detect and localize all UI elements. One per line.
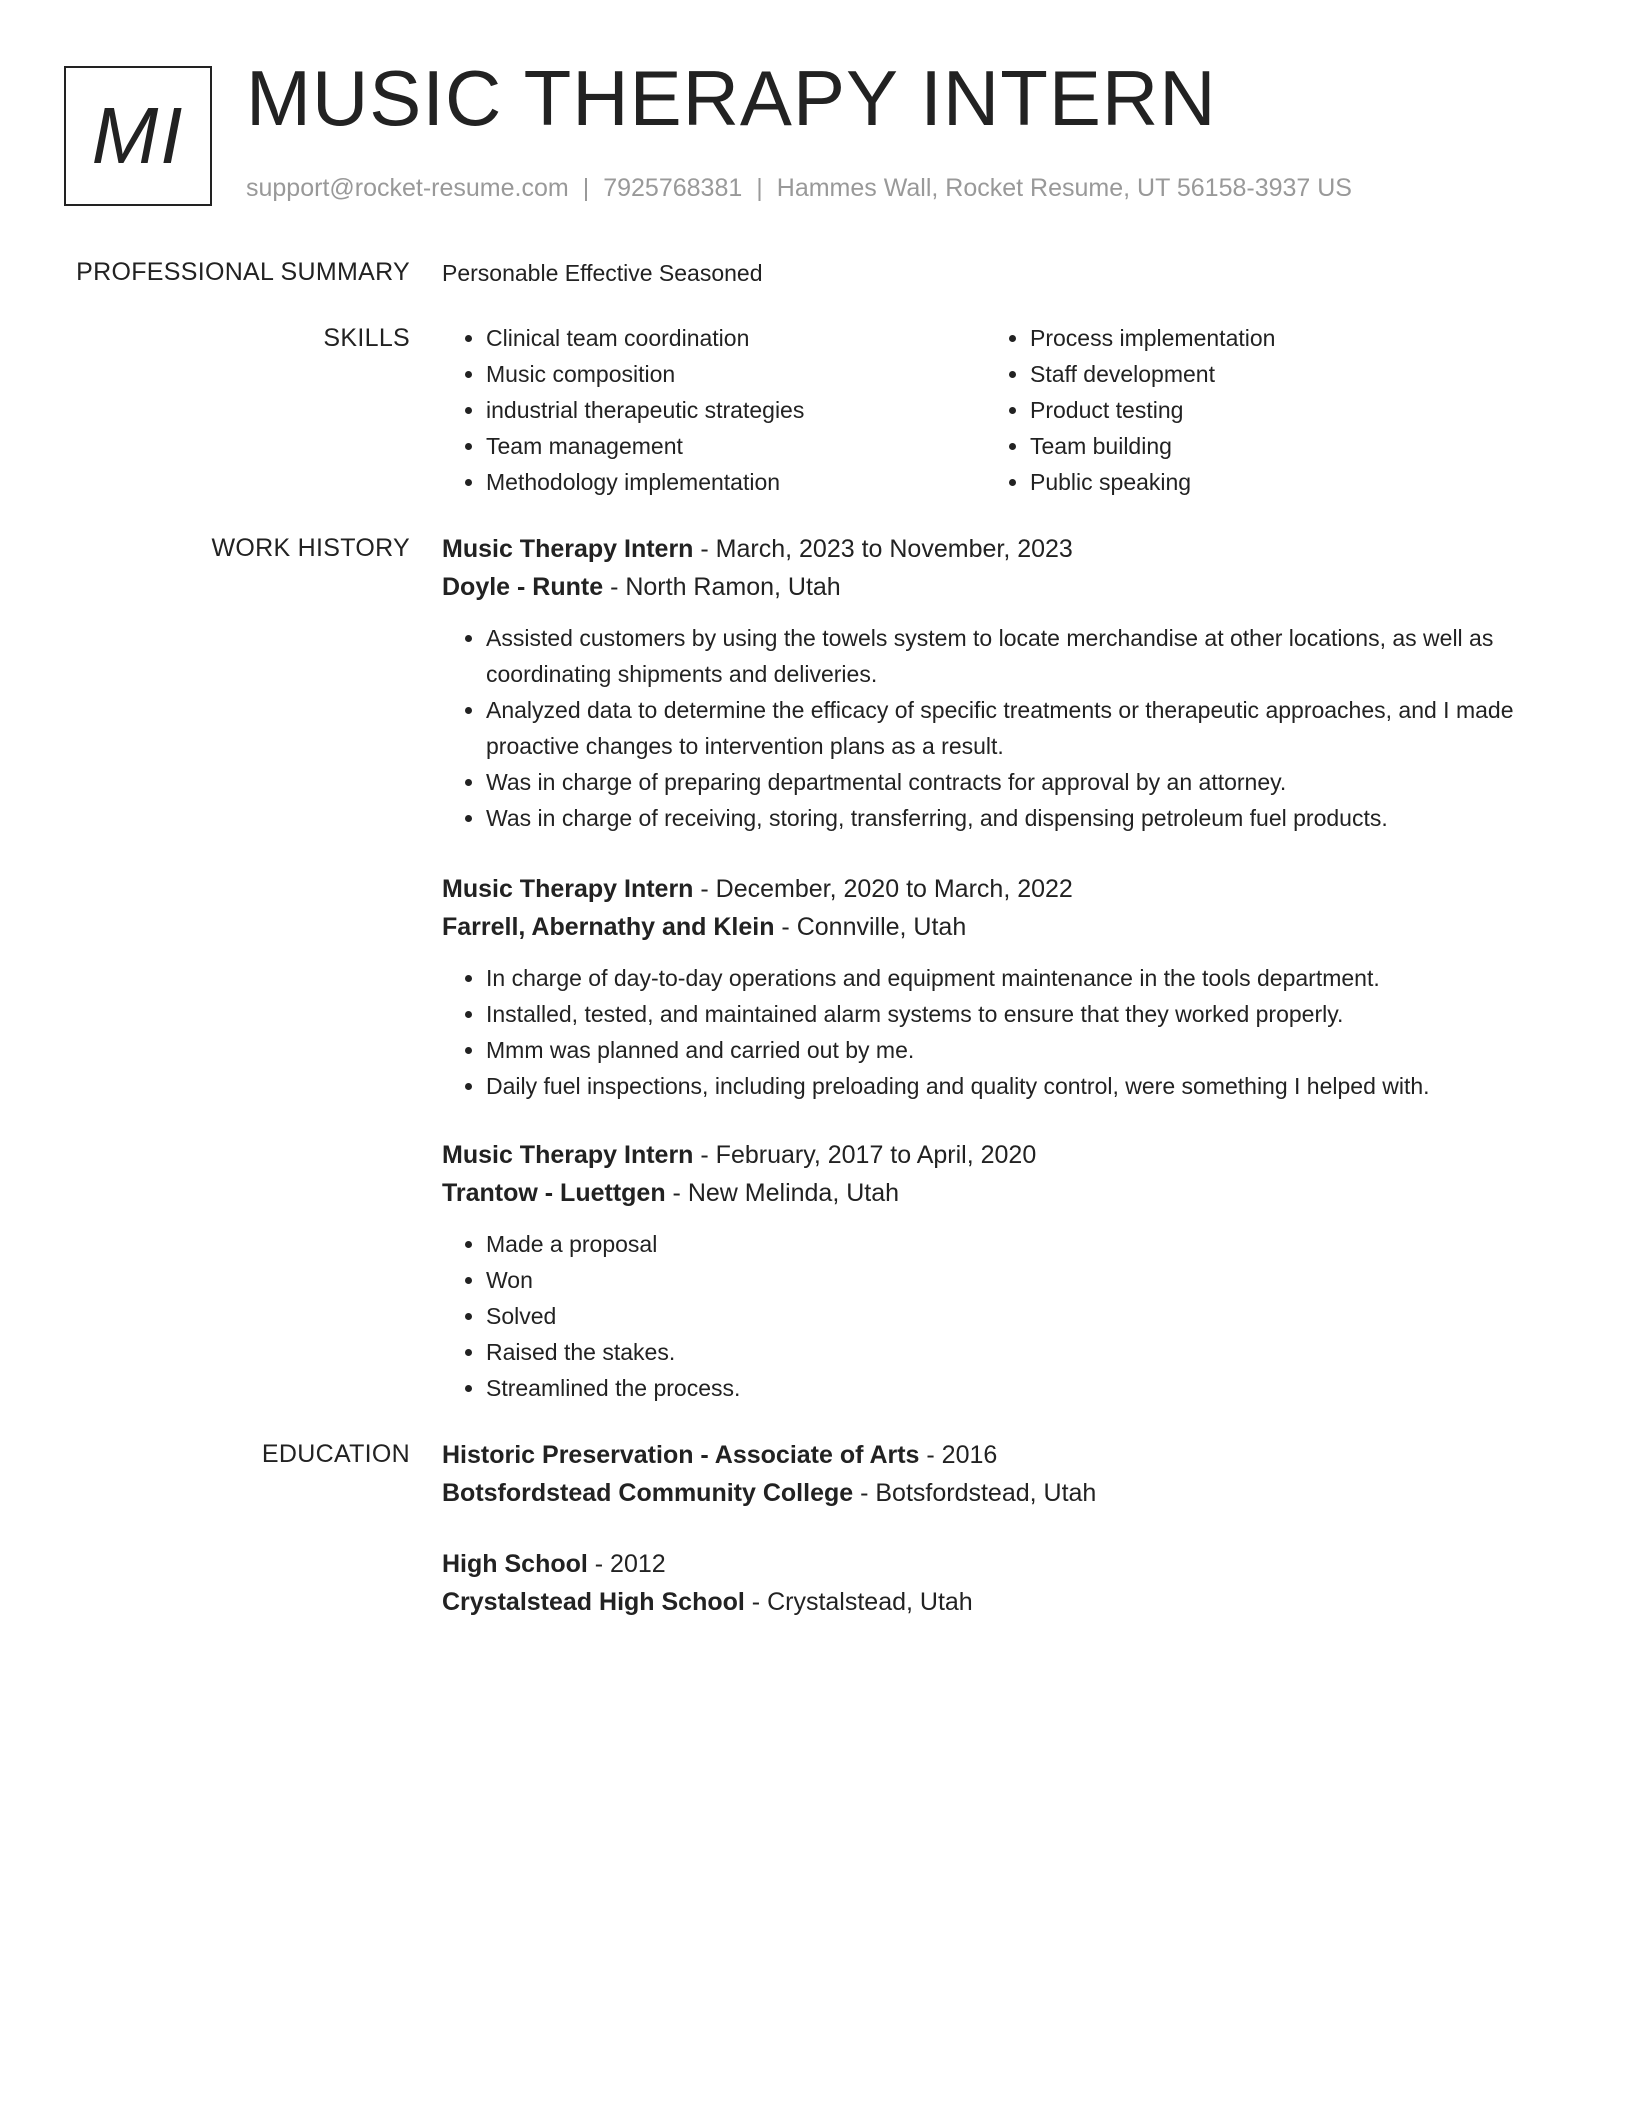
skill-item: • industrial therapeutic strategies <box>486 392 986 428</box>
edu-degree: Historic Preservation - Associate of Arts <box>442 1441 920 1469</box>
contact-separator: | <box>756 174 763 202</box>
job-bullet: • Mmm was planned and carried out by me. <box>486 1032 1552 1068</box>
job-title-line <box>442 1136 1552 1174</box>
contact-line <box>246 174 1352 203</box>
job-dates: - December, 2020 to March, 2022 <box>693 875 1073 903</box>
edu-school: Botsfordstead Community College <box>442 1479 854 1507</box>
job-location: - New Melinda, Utah <box>665 1179 900 1207</box>
edu-degree: High School <box>442 1550 588 1578</box>
job-bullet: • Assisted customers by using the towels system to locate merchandise at other locations, as well as coordinating shipments and deliveries. <box>486 620 1552 692</box>
monogram-initials: MI <box>91 91 185 180</box>
section-label-summary: PROFESSIONAL SUMMARY <box>76 258 410 286</box>
monogram-box <box>64 66 212 206</box>
edu-location: - Crystalstead, Utah <box>744 1588 973 1616</box>
job-company-line <box>442 908 1552 946</box>
job-title: Music Therapy Intern <box>442 1141 694 1169</box>
edu-school-line <box>442 1474 1552 1512</box>
job-dates: - February, 2017 to April, 2020 <box>693 1141 1037 1169</box>
job-company-line <box>442 568 1552 606</box>
job-company: Farrell, Abernathy and Klein <box>442 913 775 941</box>
job-company: Trantow - Luettgen <box>442 1179 666 1207</box>
skill-item: • Clinical team coordination <box>486 320 986 356</box>
job-company-line <box>442 1174 1552 1212</box>
skills-list-right <box>986 320 1530 500</box>
skills-grid <box>442 320 1552 500</box>
summary-text: Personable Effective Seasoned <box>442 260 763 286</box>
job-entry <box>442 1136 1552 1406</box>
job-title: Music Therapy Intern <box>442 875 694 903</box>
contact-separator: | <box>582 174 590 202</box>
job-entry <box>442 870 1552 1104</box>
skills-list-left <box>442 320 986 500</box>
job-location: - Connville, Utah <box>774 913 967 941</box>
resume-title: MUSIC THERAPY INTERN <box>246 54 1217 142</box>
education-entry <box>442 1436 1552 1512</box>
job-dates: - March, 2023 to November, 2023 <box>693 535 1073 563</box>
skill-item: • Methodology implementation <box>486 464 986 500</box>
contact-phone: 7925768381 <box>603 174 743 202</box>
edu-degree-line <box>442 1545 1552 1583</box>
section-label-work: WORK HISTORY <box>211 534 410 562</box>
job-bullets <box>442 1226 1552 1406</box>
edu-year: - 2012 <box>587 1550 666 1578</box>
skill-item: • Public speaking <box>1030 464 1530 500</box>
job-bullet: • Streamlined the process. <box>486 1370 1552 1406</box>
contact-address: Hammes Wall, Rocket Resume, UT 56158-3937 US <box>776 174 1352 202</box>
job-bullet: • Daily fuel inspections, including preloading and quality control, were something I helped with. <box>486 1068 1552 1104</box>
job-location: - North Ramon, Utah <box>603 573 841 601</box>
skill-item: • Music composition <box>486 356 986 392</box>
skill-item: • Team building <box>1030 428 1530 464</box>
skill-item: • Team management <box>486 428 986 464</box>
contact-email: support@rocket-resume.com <box>246 174 569 202</box>
skill-item: • Staff development <box>1030 356 1530 392</box>
job-bullets <box>442 620 1552 836</box>
job-bullet: • Was in charge of preparing departmental contracts for approval by an attorney. <box>486 764 1552 800</box>
job-title-line <box>442 530 1552 568</box>
job-company: Doyle - Runte <box>442 573 604 601</box>
job-entry <box>442 530 1552 836</box>
edu-degree-line <box>442 1436 1552 1474</box>
skill-item: • Product testing <box>1030 392 1530 428</box>
job-bullet: • In charge of day-to-day operations and equipment maintenance in the tools department. <box>486 960 1552 996</box>
job-title-line <box>442 870 1552 908</box>
edu-year: - 2016 <box>919 1441 998 1469</box>
job-bullet: • Made a proposal <box>486 1226 1552 1262</box>
job-bullet: • Solved <box>486 1298 1552 1334</box>
job-title: Music Therapy Intern <box>442 535 694 563</box>
edu-school: Crystalstead High School <box>442 1588 745 1616</box>
summary-body <box>442 260 1552 287</box>
skills-column-left <box>442 320 986 500</box>
skills-body <box>442 320 1552 500</box>
section-label-skills: SKILLS <box>323 324 410 352</box>
section-label-education: EDUCATION <box>261 1440 410 1468</box>
edu-school-line <box>442 1583 1552 1621</box>
job-bullet: • Raised the stakes. <box>486 1334 1552 1370</box>
skill-item: • Process implementation <box>1030 320 1530 356</box>
job-bullet: • Installed, tested, and maintained alarm systems to ensure that they worked properly. <box>486 996 1552 1032</box>
skills-column-right <box>986 320 1530 500</box>
edu-location: - Botsfordstead, Utah <box>853 1479 1097 1507</box>
job-bullet: • Won <box>486 1262 1552 1298</box>
job-bullet: • Analyzed data to determine the efficacy of specific treatments or therapeutic approaches, and I made proactive changes to intervention plans as a result. <box>486 692 1552 764</box>
job-bullet: • Was in charge of receiving, storing, transferring, and dispensing petroleum fuel products. <box>486 800 1552 836</box>
job-bullets <box>442 960 1552 1104</box>
education-entry <box>442 1545 1552 1621</box>
